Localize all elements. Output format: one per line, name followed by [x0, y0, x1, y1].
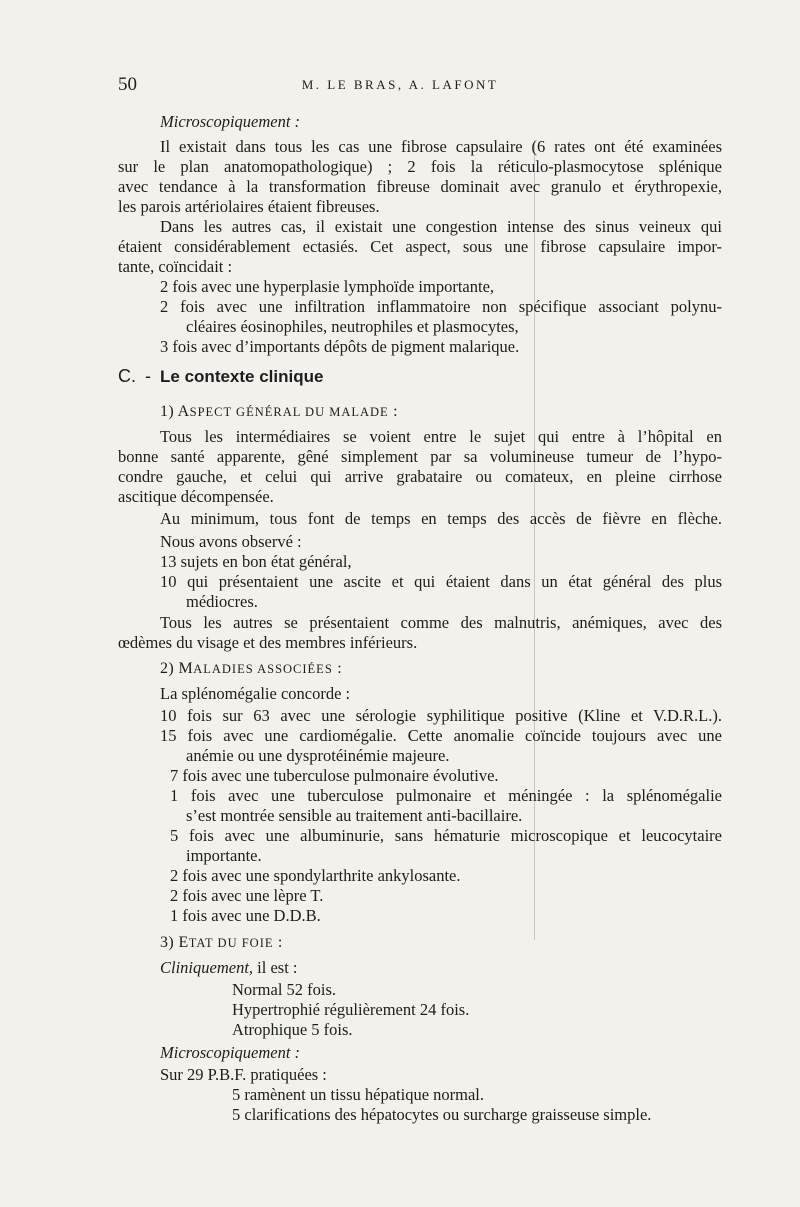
subsection-number: 3)	[160, 934, 175, 951]
subsection-heading-maladies	[160, 660, 342, 678]
paragraph-line: œdèmes du visage et des membres inférieurs.	[118, 633, 418, 652]
list-item: 10 qui présentaient une ascite et qui étaient dans un état général des plus	[160, 572, 722, 591]
paragraph-line: sur le plan anatomopathologique) ; 2 fois la réticulo-plasmocytose splénique	[118, 157, 722, 176]
paragraph-line: les parois artériolaires étaient fibreuses.	[118, 197, 380, 216]
list-item: 2 fois avec une infiltration inflammatoire non spécifique associant polynu-	[160, 297, 722, 316]
clinical-label-rest: il est :	[257, 958, 298, 977]
list-item: 5 ramènent un tissu hépatique normal.	[232, 1085, 485, 1104]
subsection-colon: :	[393, 403, 398, 420]
paragraph-line: Dans les autres cas, il existait une congestion intense des sinus veineux qui	[160, 217, 722, 236]
list-item: 3 fois avec d’importants dépôts de pigment malarique.	[160, 337, 520, 356]
subsection-number: 2)	[160, 660, 175, 677]
list-item: 13 sujets en bon état général,	[160, 552, 352, 571]
list-item: Hypertrophié régulièrement 24 fois.	[232, 1000, 470, 1019]
list-item: 1 fois avec une D.D.B.	[170, 906, 321, 925]
list-item-continuation: médiocres.	[186, 592, 258, 611]
paragraph-line: Nous avons observé :	[160, 532, 302, 551]
subsection-title-initial: E	[178, 934, 189, 951]
subsection-title: SPECT GÉNÉRAL DU MALADE	[189, 405, 389, 419]
list-item: Atrophique 5 fois.	[232, 1020, 353, 1039]
subsection-title-initial: A	[177, 403, 190, 420]
paragraph-line: Il existait dans tous les cas une fibrose capsulaire (6 rates ont été examinées	[160, 137, 722, 156]
subheading-microscopiquement: Microscopiquement :	[160, 112, 301, 131]
section-title: Le contexte clinique	[160, 367, 324, 386]
paragraph-line: Tous les autres se présentaient comme des malnutris, anémiques, avec des	[160, 613, 722, 632]
subsection-number: 1)	[160, 403, 175, 420]
list-item: 10 fois sur 63 avec une sérologie syphilitique positive (Kline et V.D.R.L.).	[160, 706, 722, 725]
section-letter: C.	[118, 366, 136, 386]
paragraph-line: ascitique décompensée.	[118, 487, 274, 506]
subsection-title: TAT DU FOIE	[188, 936, 274, 950]
subsection-title: ALADIES ASSOCIÉES	[193, 662, 333, 676]
paragraph-line: Sur 29 P.B.F. pratiquées :	[160, 1065, 327, 1084]
subsection-heading-aspect	[160, 403, 398, 421]
list-item: Normal 52 fois.	[232, 980, 337, 999]
binding-fold-line	[534, 140, 535, 940]
page-number: 50	[118, 74, 137, 95]
paragraph-line: tante, coïncidait :	[118, 257, 233, 276]
paragraph-line: Au minimum, tous font de temps en temps des accès de fièvre en flèche.	[160, 509, 722, 528]
list-item: 2 fois avec une lèpre T.	[170, 886, 324, 905]
list-item-continuation: s’est montrée sensible au traitement anti-bacillaire.	[186, 806, 523, 825]
subsection-heading-foie	[160, 934, 283, 952]
list-item: 5 clarifications des hépatocytes ou surcharge graisseuse simple.	[232, 1105, 652, 1124]
list-item-continuation: importante.	[186, 846, 262, 865]
list-item: 7 fois avec une tuberculose pulmonaire évolutive.	[170, 766, 499, 785]
paragraph-line: condre gauche, et celui qui arrive grabataire ou comateux, en pleine cirrhose	[118, 467, 722, 486]
clinical-label: Cliniquement,	[160, 958, 254, 977]
list-item: 1 fois avec une tuberculose pulmonaire et méningée : la splénomégalie	[170, 786, 722, 805]
subheading-microscopiquement: Microscopiquement :	[160, 1043, 301, 1062]
paragraph-line: étaient considérablement ectasiés. Cet aspect, sous une fibrose capsulaire impor-	[118, 237, 722, 256]
section-dash: -	[145, 366, 152, 386]
list-item: 5 fois avec une albuminurie, sans hématurie microscopique et leucocytaire	[170, 826, 722, 845]
list-item: 15 fois avec une cardiomégalie. Cette anomalie coïncide toujours avec une	[160, 726, 722, 745]
list-item-continuation: cléaires éosinophiles, neutrophiles et plasmocytes,	[186, 317, 519, 336]
paragraph-line: bonne santé apparente, gêné simplement par sa volumineuse tumeur de l’hypo-	[118, 447, 722, 466]
paragraph-line: Tous les intermédiaires se voient entre le sujet qui entre à l’hôpital en	[160, 427, 722, 446]
subsection-colon: :	[277, 934, 283, 951]
list-item: 2 fois avec une hyperplasie lymphoïde importante,	[160, 277, 495, 296]
section-heading	[118, 366, 323, 387]
clinical-line	[160, 958, 298, 979]
paragraph-line: La splénomégalie concorde :	[160, 684, 351, 703]
subsection-colon: :	[337, 660, 343, 677]
list-item: 2 fois avec une spondylarthrite ankylosante.	[170, 866, 461, 885]
list-item-continuation: anémie ou une dysprotéinémie majeure.	[186, 746, 450, 765]
subsection-title-initial: M	[178, 660, 194, 677]
paragraph-line: avec tendance à la transformation fibreuse dominait avec granulo et érythropexie,	[118, 177, 722, 196]
running-head: M. LE BRAS, A. LAFONT	[301, 77, 499, 92]
